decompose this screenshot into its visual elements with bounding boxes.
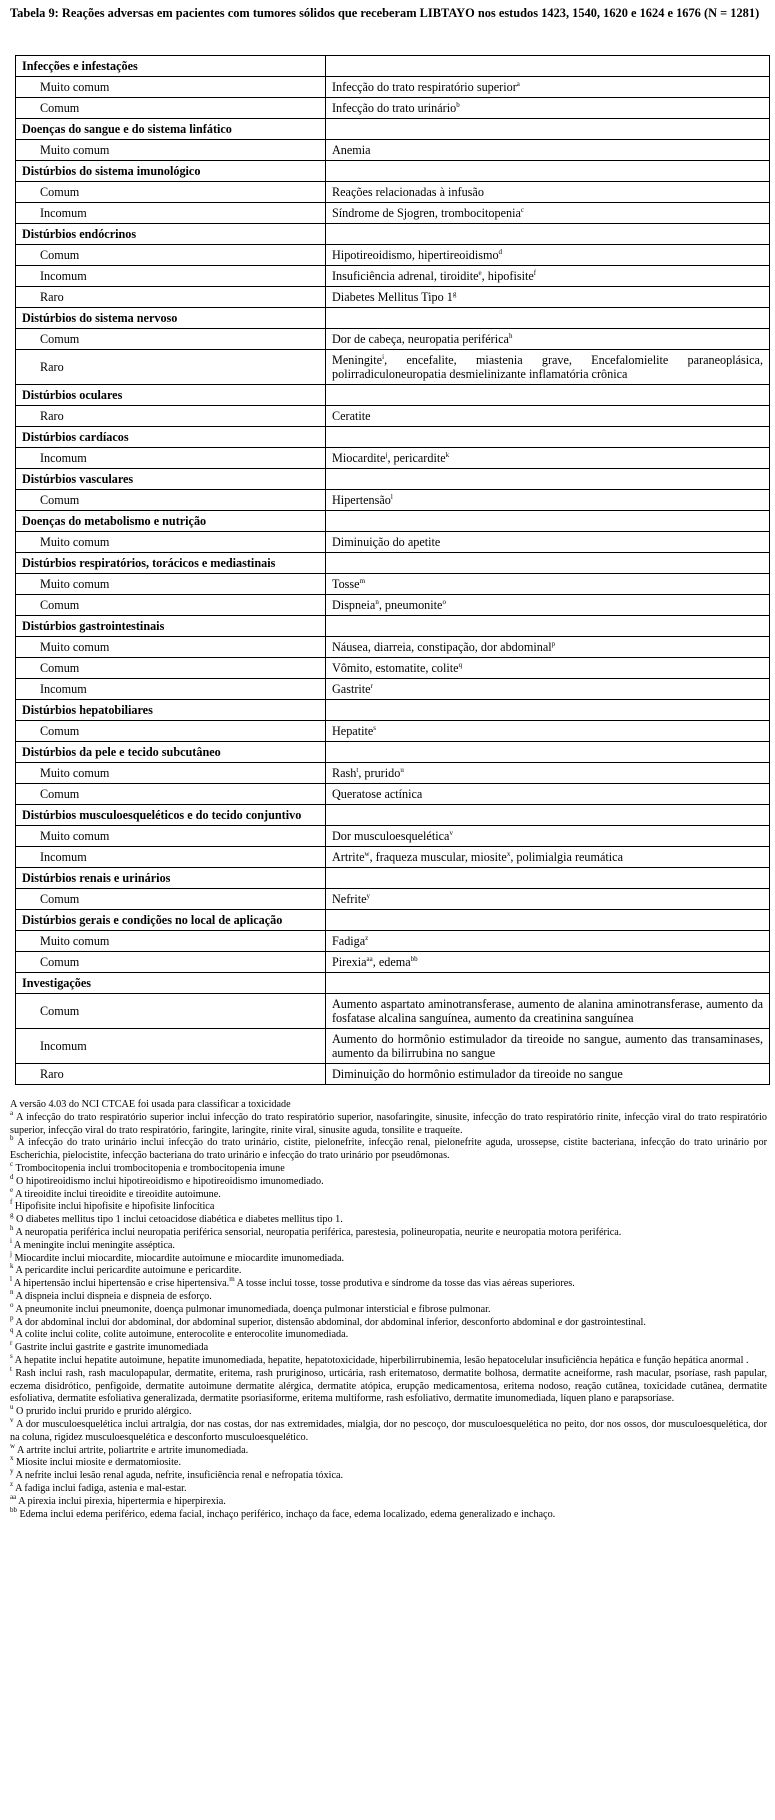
reaction-cell (326, 994, 770, 1029)
reaction-text: Hipotireoidismo, hipertireoidismo (332, 248, 499, 262)
section-label: Investigações (16, 973, 326, 994)
reaction-text: Diminuição do apetite (332, 535, 441, 549)
footnote-mark: g (10, 1211, 14, 1220)
frequency-cell: Raro (16, 406, 326, 427)
footnote-mark: a (10, 1108, 14, 1117)
reaction-text: Miocardite (332, 451, 386, 465)
footnote (10, 1249, 767, 1266)
reaction-row (16, 406, 770, 427)
reaction-cell (326, 140, 770, 161)
reaction-row (16, 826, 770, 847)
reaction-text: , prurido (358, 766, 401, 780)
footnote-mark: n (10, 1287, 14, 1296)
reaction-text: Tosse (332, 577, 360, 591)
section-label: Distúrbios oculares (16, 385, 326, 406)
empty-cell (326, 308, 770, 329)
footnote (10, 1185, 767, 1202)
footnote-text: A dor musculoesquelética inclui artralgia, dor nas costas, dor nas extremidades, mialgia, dor no pescoço, dor musculoesquelética no peito, dor nos ossos, dor musculoesquelética, dor na coluna, rigidez musculoesquelética e desconforto musculoesquelético. (10, 1418, 767, 1443)
reaction-text: , hipofisite (481, 269, 534, 283)
reaction-cell (326, 952, 770, 973)
frequency-cell: Comum (16, 245, 326, 266)
frequency-cell: Comum (16, 658, 326, 679)
footnote-mark: q (10, 1326, 14, 1335)
reaction-row (16, 658, 770, 679)
footnote (10, 1505, 767, 1522)
footnote-text: Miosite inclui miosite e dermatomiosite. (13, 1457, 182, 1469)
reaction-row (16, 448, 770, 469)
reaction-cell (326, 245, 770, 266)
footnote (10, 1300, 767, 1317)
reaction-row (16, 350, 770, 385)
footnote (10, 1108, 767, 1138)
reaction-row (16, 763, 770, 784)
section-row (16, 119, 770, 140)
footnote-mark: k (10, 1262, 14, 1271)
frequency-cell: Comum (16, 182, 326, 203)
footnote-ref: y (366, 892, 371, 900)
reaction-row (16, 721, 770, 742)
footnote-mark: b (10, 1134, 14, 1143)
section-label: Distúrbios do sistema nervoso (16, 308, 326, 329)
section-label: Distúrbios cardíacos (16, 427, 326, 448)
reaction-text: , fraqueza muscular, miosite (369, 850, 507, 864)
footnote-text: A pericardite inclui pericardite autoimune e pericardite. (13, 1265, 242, 1277)
reaction-row (16, 994, 770, 1029)
reaction-cell (326, 595, 770, 616)
reaction-row (16, 203, 770, 224)
reaction-row (16, 1064, 770, 1085)
frequency-cell: Muito comum (16, 77, 326, 98)
footnote (10, 1262, 767, 1278)
frequency-cell: Comum (16, 98, 326, 119)
empty-cell (326, 868, 770, 889)
footnote-ref: o (442, 598, 446, 606)
footnote (10, 1467, 767, 1483)
footnote-mark: c (10, 1159, 14, 1168)
reaction-cell (326, 1029, 770, 1064)
reaction-cell (326, 574, 770, 595)
reaction-text: Dor musculoesquelética (332, 829, 450, 843)
reaction-text: Rash (332, 766, 357, 780)
footnote-ref: aa (366, 955, 373, 963)
frequency-cell: Comum (16, 490, 326, 511)
footnote-text: O prurido inclui prurido e prurido alérgico. (13, 1406, 192, 1418)
footnote-ref: q (458, 661, 463, 669)
reaction-row (16, 329, 770, 350)
footnote-text: A pirexia inclui pirexia, hipertermia e hiperpirexia. (16, 1495, 226, 1507)
footnote-mark: bb (10, 1505, 17, 1514)
section-label: Distúrbios da pele e tecido subcutâneo (16, 742, 326, 763)
reaction-row (16, 140, 770, 161)
section-label: Distúrbios gerais e condições no local de aplicação (16, 910, 326, 931)
footnote-mark: e (10, 1185, 14, 1194)
footnote (10, 1236, 767, 1253)
reaction-cell (326, 679, 770, 700)
empty-cell (326, 910, 770, 931)
reaction-row (16, 784, 770, 805)
section-label: Distúrbios vasculares (16, 469, 326, 490)
empty-cell (326, 427, 770, 448)
reaction-cell (326, 448, 770, 469)
reaction-text: Síndrome de Sjogren, trombocitopenia (332, 206, 521, 220)
footnote-ref: m (359, 577, 366, 585)
reaction-cell (326, 763, 770, 784)
reaction-text: Nefrite (332, 892, 367, 906)
footnote-text: Edema inclui edema periférico, edema facial, inchaço periférico, inchaço da face, edema localizado, edema generalizado e inchaço. (17, 1508, 556, 1520)
reaction-cell (326, 532, 770, 553)
footnote-ref: i (382, 353, 385, 361)
frequency-cell: Comum (16, 952, 326, 973)
section-row (16, 385, 770, 406)
section-row (16, 910, 770, 931)
section-label: Distúrbios hepatobiliares (16, 700, 326, 721)
reaction-row (16, 952, 770, 973)
footnote-mark: y (10, 1467, 14, 1476)
footnote-ref: d (498, 248, 503, 256)
reaction-text: , pneumonite (378, 598, 443, 612)
footnote (10, 1159, 767, 1176)
reaction-cell (326, 889, 770, 910)
frequency-cell: Comum (16, 329, 326, 350)
footnote-text: A colite inclui colite, colite autoimune, enterocolite e enterocolite imunomediada. (13, 1329, 349, 1341)
reaction-cell (326, 658, 770, 679)
footnote-text: Trombocitopenia inclui trombocitopenia e trombocitopenia imune (13, 1162, 285, 1174)
frequency-cell: Incomum (16, 266, 326, 287)
reaction-text: Queratose actínica (332, 787, 423, 801)
footnote-ref: z (365, 934, 369, 942)
table-body (16, 56, 770, 1085)
footnote-mark: h (10, 1223, 14, 1232)
footnote-ref: w (364, 850, 370, 858)
reaction-row (16, 889, 770, 910)
reaction-row (16, 490, 770, 511)
frequency-cell: Incomum (16, 448, 326, 469)
section-row (16, 511, 770, 532)
footnote-ref: r (370, 682, 373, 690)
footnote (10, 1287, 767, 1304)
footnote-text: Miocardite inclui miocardite, miocardite autoimune e miocardite imunomediada. (11, 1252, 345, 1264)
footnote-text: A versão 4.03 do NCI CTCAE foi usada para classificar a toxicidade (10, 1099, 291, 1110)
section-row (16, 469, 770, 490)
reaction-text: Náusea, diarreia, constipação, dor abdominal (332, 640, 552, 654)
reaction-cell (326, 637, 770, 658)
reaction-cell (326, 287, 770, 308)
table-title: Tabela 9: Reações adversas em pacientes com tumores sólidos que receberam LIBTAYO nos estudos 1423, 1540, 1620 e 1624 e 1676 (N = 1281) (10, 6, 760, 20)
footnote-ref: a (516, 80, 520, 88)
frequency-cell: Raro (16, 1064, 326, 1085)
section-label: Distúrbios respiratórios, torácicos e mediastinais (16, 553, 326, 574)
footnote-mark: m (229, 1275, 235, 1284)
reaction-row (16, 532, 770, 553)
footnote-mark: u (10, 1403, 14, 1412)
footnote (10, 1275, 767, 1291)
frequency-cell: Raro (16, 287, 326, 308)
reaction-row (16, 847, 770, 868)
reaction-cell (326, 77, 770, 98)
section-row (16, 700, 770, 721)
frequency-cell: Muito comum (16, 574, 326, 595)
footnote-mark: f (10, 1198, 13, 1207)
reaction-text: Infecção do trato respiratório superior (332, 80, 517, 94)
footnote (10, 1134, 767, 1163)
footnote-ref: j (385, 451, 388, 459)
footnote-mark: w (10, 1441, 16, 1450)
footnote (10, 1172, 767, 1189)
footnote-text: A nefrite inclui lesão renal aguda, nefrite, insuficiência renal e nefropatia tóxica. (13, 1470, 344, 1482)
footnotes (10, 1099, 767, 1521)
footnote (10, 1339, 767, 1355)
reaction-text: Gastrite (332, 682, 371, 696)
empty-cell (326, 700, 770, 721)
section-row (16, 616, 770, 637)
reaction-text: , polimialgia reumática (510, 850, 624, 864)
reaction-text: , pericardite (387, 451, 446, 465)
footnote-mark: d (10, 1172, 14, 1181)
footnote-text: A artrite inclui artrite, poliartrite e artrite imunomediada. (15, 1444, 249, 1456)
reaction-row (16, 931, 770, 952)
footnote-mark: x (10, 1454, 14, 1463)
footnote (10, 1454, 767, 1470)
section-label: Infecções e infestações (16, 56, 326, 77)
reaction-text: Pirexia (332, 955, 367, 969)
reaction-text: Vômito, estomatite, colite (332, 661, 459, 675)
section-row (16, 161, 770, 182)
reaction-row (16, 98, 770, 119)
footnote-mark: aa (10, 1492, 17, 1501)
reaction-text: Aumento do hormônio estimulador da tireoide no sangue, aumento das transaminases, aumento da bilirrubina no sangue (332, 1032, 763, 1060)
reaction-row (16, 266, 770, 287)
footnote-text: Rash inclui rash, rash maculopapular, dermatite, eritema, rash pruriginoso, urticária, rash eritematoso, dermatite bolhosa, dermatite acneiforme, rash macular, psoríase, rash papular, eczema disidrótico, penfigoide, dermatite autoimune dermatite alérgica, dermatite atópica, erupção medicamentosa, eritema nodoso, reação cutânea, toxicidade cutânea, dermatite esfoliativa, dermatite esfoliativa generalizada, dermatite psoriasiforme, eritema multiforme, rash esfoliativo, dermatite imunomediada, líquen plano e parapsoríase. (10, 1367, 767, 1405)
frequency-cell: Raro (16, 350, 326, 385)
footnote (10, 1479, 767, 1496)
footnote-ref: v (449, 829, 453, 837)
reaction-row (16, 77, 770, 98)
reaction-cell (326, 847, 770, 868)
footnote-text: A tosse inclui tosse, tosse produtiva e síndrome da tosse das vias aéreas superiores. (234, 1278, 575, 1290)
reaction-cell (326, 98, 770, 119)
section-row (16, 553, 770, 574)
footnote-mark: p (10, 1313, 14, 1322)
reaction-cell (326, 931, 770, 952)
footnote-text: A infecção do trato respiratório superior inclui infecção do trato respiratório superior, nasofaringite, sinusite, infecção do trato respiratório rinite, infecção viral do trato respiratório superior, infecção viral do trato respiratório, faringite, laringite, rinite viral, sinusite aguda, tonsilite e traqueíte. (10, 1111, 767, 1136)
reaction-cell (326, 490, 770, 511)
reaction-cell (326, 329, 770, 350)
frequency-cell: Incomum (16, 847, 326, 868)
reaction-text: Aumento aspartato aminotransferase, aumento de alanina aminotransferase, aumento da fosfatase alcalina sanguínea, aumento da creatinina sanguínea (332, 997, 763, 1025)
empty-cell (326, 469, 770, 490)
footnote-ref: k (445, 451, 450, 459)
section-label: Doenças do sangue e do sistema linfático (16, 119, 326, 140)
reaction-text: , encefalite, miastenia grave, Encefalomielite paraneoplásica, polirradiculoneuropatia desmielinizante inflamatória crônica (332, 353, 763, 381)
empty-cell (326, 805, 770, 826)
footnote-text: O diabetes mellitus tipo 1 inclui cetoacidose diabética e diabetes mellitus tipo 1. (13, 1214, 343, 1226)
section-row (16, 56, 770, 77)
reaction-row (16, 245, 770, 266)
footnote-text: O hipotireoidismo inclui hipotireoidismo e hipotireoidismo imunomediado. (13, 1175, 324, 1187)
section-label: Distúrbios gastrointestinais (16, 616, 326, 637)
footnote (10, 1441, 767, 1458)
footnote (10, 1415, 767, 1445)
footnote-ref: u (400, 766, 404, 774)
section-label: Distúrbios musculoesqueléticos e do tecido conjuntivo (16, 805, 326, 826)
empty-cell (326, 511, 770, 532)
footnote-mark: i (10, 1236, 12, 1245)
empty-cell (326, 553, 770, 574)
footnote-mark: l (10, 1275, 12, 1284)
section-label: Doenças do metabolismo e nutrição (16, 511, 326, 532)
reaction-cell (326, 406, 770, 427)
frequency-cell: Muito comum (16, 637, 326, 658)
reaction-text: Ceratite (332, 409, 371, 423)
frequency-cell: Muito comum (16, 763, 326, 784)
footnote (10, 1492, 767, 1509)
footnote-text: A tireoidite inclui tireoidite e tireoidite autoimune. (13, 1188, 221, 1200)
footnote-text: A fadiga inclui fadiga, astenia e mal-estar. (13, 1482, 187, 1494)
section-row (16, 805, 770, 826)
footnote-ref: c (520, 206, 524, 214)
empty-cell (326, 56, 770, 77)
reaction-text: Diabetes Mellitus Tipo 1 (332, 290, 453, 304)
reaction-text: Artrite (332, 850, 365, 864)
empty-cell (326, 119, 770, 140)
footnote-text: A hepatite inclui hepatite autoimune, hepatite imunomediada, hepatite, hepatotoxicidade, hiperbilirrubinemia, lesão hepatocelular insuficiência hepática e função hepática anormal . (12, 1354, 749, 1366)
empty-cell (326, 973, 770, 994)
section-row (16, 427, 770, 448)
frequency-cell: Incomum (16, 203, 326, 224)
empty-cell (326, 161, 770, 182)
footnote (10, 1223, 767, 1240)
reaction-row (16, 182, 770, 203)
adverse-reactions-table (15, 55, 770, 1085)
frequency-cell: Muito comum (16, 826, 326, 847)
reaction-row (16, 574, 770, 595)
reaction-text: Fadiga (332, 934, 366, 948)
section-row (16, 973, 770, 994)
footnote-text: A dispneia inclui dispneia e dispneia de esforço. (13, 1290, 212, 1302)
frequency-cell: Comum (16, 889, 326, 910)
section-label: Distúrbios do sistema imunológico (16, 161, 326, 182)
reaction-text: Hepatite (332, 724, 374, 738)
footnote-mark: t (10, 1364, 12, 1373)
footnote (10, 1403, 767, 1419)
frequency-cell: Incomum (16, 679, 326, 700)
reaction-cell (326, 721, 770, 742)
footnote (10, 1198, 767, 1214)
footnote-ref: g (452, 290, 457, 298)
section-row (16, 308, 770, 329)
reaction-text: Infecção do trato urinário (332, 101, 457, 115)
frequency-cell: Muito comum (16, 140, 326, 161)
footnote (10, 1364, 767, 1406)
footnote (10, 1313, 767, 1330)
footnote (10, 1351, 767, 1368)
footnote-ref: s (373, 724, 377, 732)
footnote-text: A infecção do trato urinário inclui infecção do trato urinário, cistite, pielonefrite, infecção renal, pielonefrite aguda, urossepse, cistite bacteriana, infecção do trato urinário por Escherichia, pielocistite, infecção bacteriana do trato urinário e infecção do trato urinário por pseudômonas. (10, 1137, 767, 1162)
reaction-cell (326, 784, 770, 805)
reaction-text: , edema (372, 955, 411, 969)
footnote (10, 1211, 767, 1227)
frequency-cell: Muito comum (16, 532, 326, 553)
footnote (10, 1099, 767, 1112)
footnote-mark: s (10, 1351, 13, 1360)
section-row (16, 868, 770, 889)
footnote-mark: v (10, 1415, 14, 1424)
reaction-cell (326, 203, 770, 224)
footnote-text: A meningite inclui meningite asséptica. (11, 1239, 175, 1251)
frequency-cell: Comum (16, 994, 326, 1029)
reaction-text: Insuficiência adrenal, tiroidite (332, 269, 479, 283)
reaction-cell (326, 266, 770, 287)
reaction-text: Reações relacionadas à infusão (332, 185, 484, 199)
empty-cell (326, 224, 770, 245)
empty-cell (326, 385, 770, 406)
empty-cell (326, 616, 770, 637)
footnote-ref: n (375, 598, 379, 606)
footnote-ref: x (506, 850, 511, 858)
reaction-row (16, 595, 770, 616)
footnote-text: Gastrite inclui gastrite e gastrite imunomediada (12, 1342, 209, 1354)
frequency-cell: Comum (16, 721, 326, 742)
reaction-text: Meningite (332, 353, 383, 367)
footnote (10, 1326, 767, 1342)
reaction-text: Hipertensão (332, 493, 391, 507)
frequency-cell: Muito comum (16, 931, 326, 952)
footnote-text: A neuropatia periférica inclui neuropatia periférica sensorial, neuropatia periférica, parestesia, polineuropatia, neurite e neuropatia motora periférica. (13, 1226, 622, 1238)
footnote-ref: b (456, 101, 460, 109)
reaction-row (16, 287, 770, 308)
reaction-cell (326, 182, 770, 203)
reaction-text: Anemia (332, 143, 371, 157)
section-row (16, 224, 770, 245)
reaction-cell (326, 826, 770, 847)
footnote-ref: f (533, 269, 537, 277)
reaction-text: Diminuição do hormônio estimulador da tireoide no sangue (332, 1067, 623, 1081)
footnote-ref: p (551, 640, 556, 648)
section-label: Distúrbios endócrinos (16, 224, 326, 245)
footnote-mark: o (10, 1300, 14, 1309)
reaction-row (16, 679, 770, 700)
reaction-row (16, 1029, 770, 1064)
footnote-mark: z (10, 1479, 14, 1488)
footnote-text: A pneumonite inclui pneumonite, doença pulmonar imunomediada, doença pulmonar intersticial e fibrose pulmonar. (13, 1303, 491, 1315)
footnote-mark: r (10, 1339, 13, 1348)
empty-cell (326, 742, 770, 763)
footnote-ref: bb (410, 955, 418, 963)
reaction-cell (326, 1064, 770, 1085)
footnote-ref: l (390, 493, 393, 501)
reaction-text: Dor de cabeça, neuropatia periférica (332, 332, 509, 346)
footnote-mark: j (10, 1249, 12, 1258)
footnote-text: A dor abdominal inclui dor abdominal, dor abdominal superior, distensão abdominal, dor abdominal inferior, desconforto abdominal e dor gastrointestinal. (13, 1316, 646, 1328)
section-row (16, 742, 770, 763)
footnote-text: A hipertensão inclui hipertensão e crise hipertensiva. (11, 1278, 230, 1290)
reaction-cell (326, 350, 770, 385)
frequency-cell: Comum (16, 595, 326, 616)
footnote-ref: e (478, 269, 482, 277)
section-label: Distúrbios renais e urinários (16, 868, 326, 889)
footnote-ref: h (508, 332, 513, 340)
frequency-cell: Comum (16, 784, 326, 805)
frequency-cell: Incomum (16, 1029, 326, 1064)
reaction-text: Dispneia (332, 598, 376, 612)
reaction-row (16, 637, 770, 658)
footnote-text: Hipofisite inclui hipofisite e hipofisite linfocítica (12, 1201, 215, 1213)
footnote-ref: t (356, 766, 359, 774)
